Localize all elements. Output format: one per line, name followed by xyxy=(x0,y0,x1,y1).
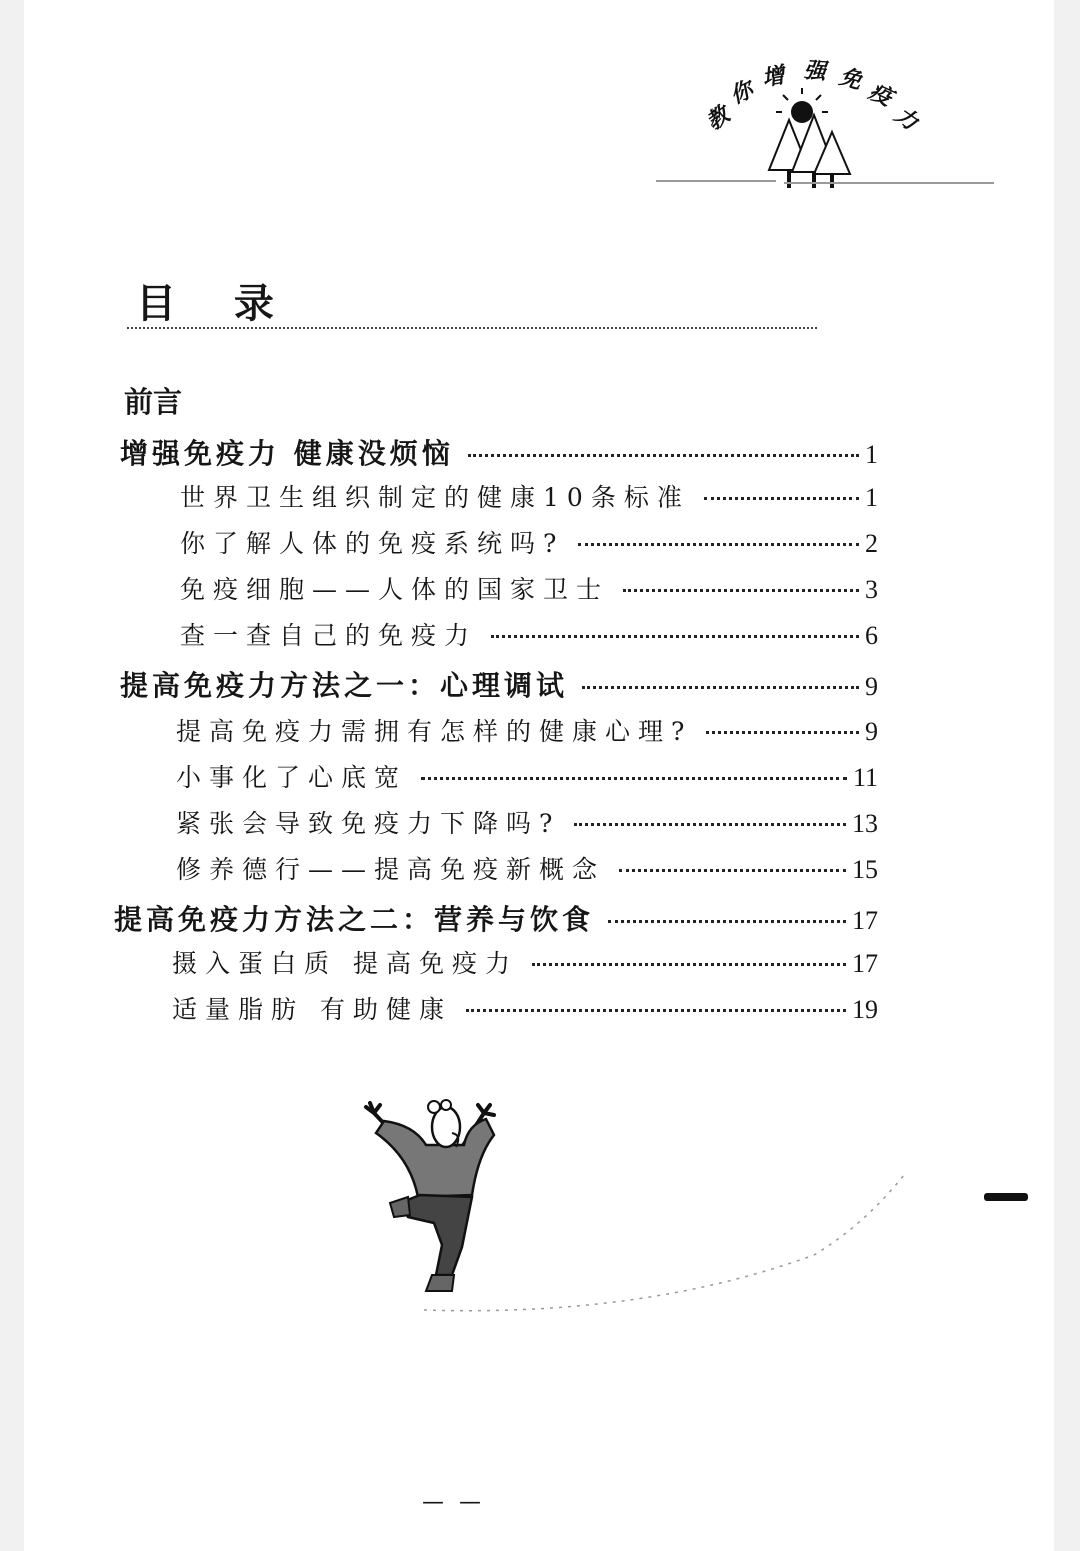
toc-page-number: 17 xyxy=(852,906,878,935)
page-number-mark: — — xyxy=(422,1490,485,1515)
toc-entry-section[interactable] xyxy=(172,990,878,1026)
title-divider xyxy=(127,327,817,329)
toc-entry-section[interactable] xyxy=(180,616,878,652)
dot-leader xyxy=(466,1009,846,1012)
toc-entry-label: 修养德行——提高免疫新概念 xyxy=(176,855,606,884)
header-ornament xyxy=(654,57,1034,200)
toc-entry-label: 提高免疫力方法之二：营养与饮食 xyxy=(114,903,595,936)
dot-leader xyxy=(704,497,859,500)
toc-entry-label: 紧张会导致免疫力下降吗? xyxy=(176,809,561,838)
toc-page-number: 11 xyxy=(852,763,878,792)
header-caption-char: 增 xyxy=(760,62,787,92)
toc-entry-section[interactable] xyxy=(172,944,878,980)
toc-entry-label: 世界卫生组织制定的健康10条标准 xyxy=(180,483,690,512)
dot-leader xyxy=(623,589,859,592)
toc-page-number: 17 xyxy=(852,949,878,978)
dot-leader xyxy=(578,543,859,546)
toc-page-number: 15 xyxy=(852,855,878,884)
header-caption-char: 你 xyxy=(726,76,758,110)
header-caption-char: 疫 xyxy=(864,78,896,112)
toc-entry-section[interactable] xyxy=(176,850,878,886)
toc-entry-label: 提高免疫力方法之一：心理调试 xyxy=(120,669,569,702)
cheering-man-cartoon-icon xyxy=(344,1085,1044,1325)
toc-page-number: 13 xyxy=(852,809,878,838)
toc-entry-label: 提高免疫力需拥有怎样的健康心理? xyxy=(176,717,693,746)
dot-leader xyxy=(491,635,859,638)
toc-page-number: 6 xyxy=(865,621,878,650)
dot-leader xyxy=(619,869,846,872)
toc-title: 目 录 xyxy=(136,281,296,327)
toc-page-number: 3 xyxy=(865,575,878,604)
dot-leader xyxy=(421,777,847,780)
header-caption-char: 力 xyxy=(889,101,923,136)
toc-entry-section[interactable] xyxy=(176,758,878,794)
toc-page-number: 9 xyxy=(865,672,878,701)
toc-entry-label: 查一查自己的免疫力 xyxy=(180,621,478,650)
toc-entry-label: 适量脂肪 有助健康 xyxy=(172,995,452,1024)
toc-page-number: 19 xyxy=(852,995,878,1024)
sun-over-trees-icon xyxy=(654,60,1034,200)
toc-entry-label: 你了解人体的免疫系统吗? xyxy=(180,529,565,558)
dot-leader xyxy=(706,731,859,734)
toc-page-number: 2 xyxy=(865,529,878,558)
book-page xyxy=(24,0,1054,1551)
toc-entry-section[interactable] xyxy=(176,804,878,840)
toc-entry-label: 小事化了心底宽 xyxy=(176,763,408,792)
toc-page-number: 1 xyxy=(865,440,878,469)
toc-entry-chapter[interactable] xyxy=(120,432,878,472)
dot-leader xyxy=(608,920,846,923)
dot-leader xyxy=(574,823,846,826)
toc-page-number: 1 xyxy=(865,483,878,512)
toc-entry-section[interactable] xyxy=(180,570,878,606)
toc-entry-section[interactable] xyxy=(176,712,878,748)
toc-entry-section[interactable] xyxy=(180,478,878,514)
header-caption-char: 免 xyxy=(836,63,865,95)
dot-leader xyxy=(468,454,859,457)
dot-leader xyxy=(582,686,859,689)
toc-entry-section[interactable] xyxy=(180,524,878,560)
toc-entry-label: 增强免疫力 健康没烦恼 xyxy=(120,437,454,470)
header-caption-char: 教 xyxy=(701,101,735,136)
toc-entry-chapter[interactable] xyxy=(114,898,878,938)
dot-leader xyxy=(532,963,846,966)
toc-entry-label: 摄入蛋白质 提高免疫力 xyxy=(172,949,518,978)
toc-preface: 前言 xyxy=(124,385,183,419)
header-caption-char: 强 xyxy=(802,57,827,85)
toc-entry-label: 免疫细胞——人体的国家卫士 xyxy=(180,575,610,604)
toc-entry-chapter[interactable] xyxy=(120,664,878,704)
toc-page-number: 9 xyxy=(865,717,878,746)
